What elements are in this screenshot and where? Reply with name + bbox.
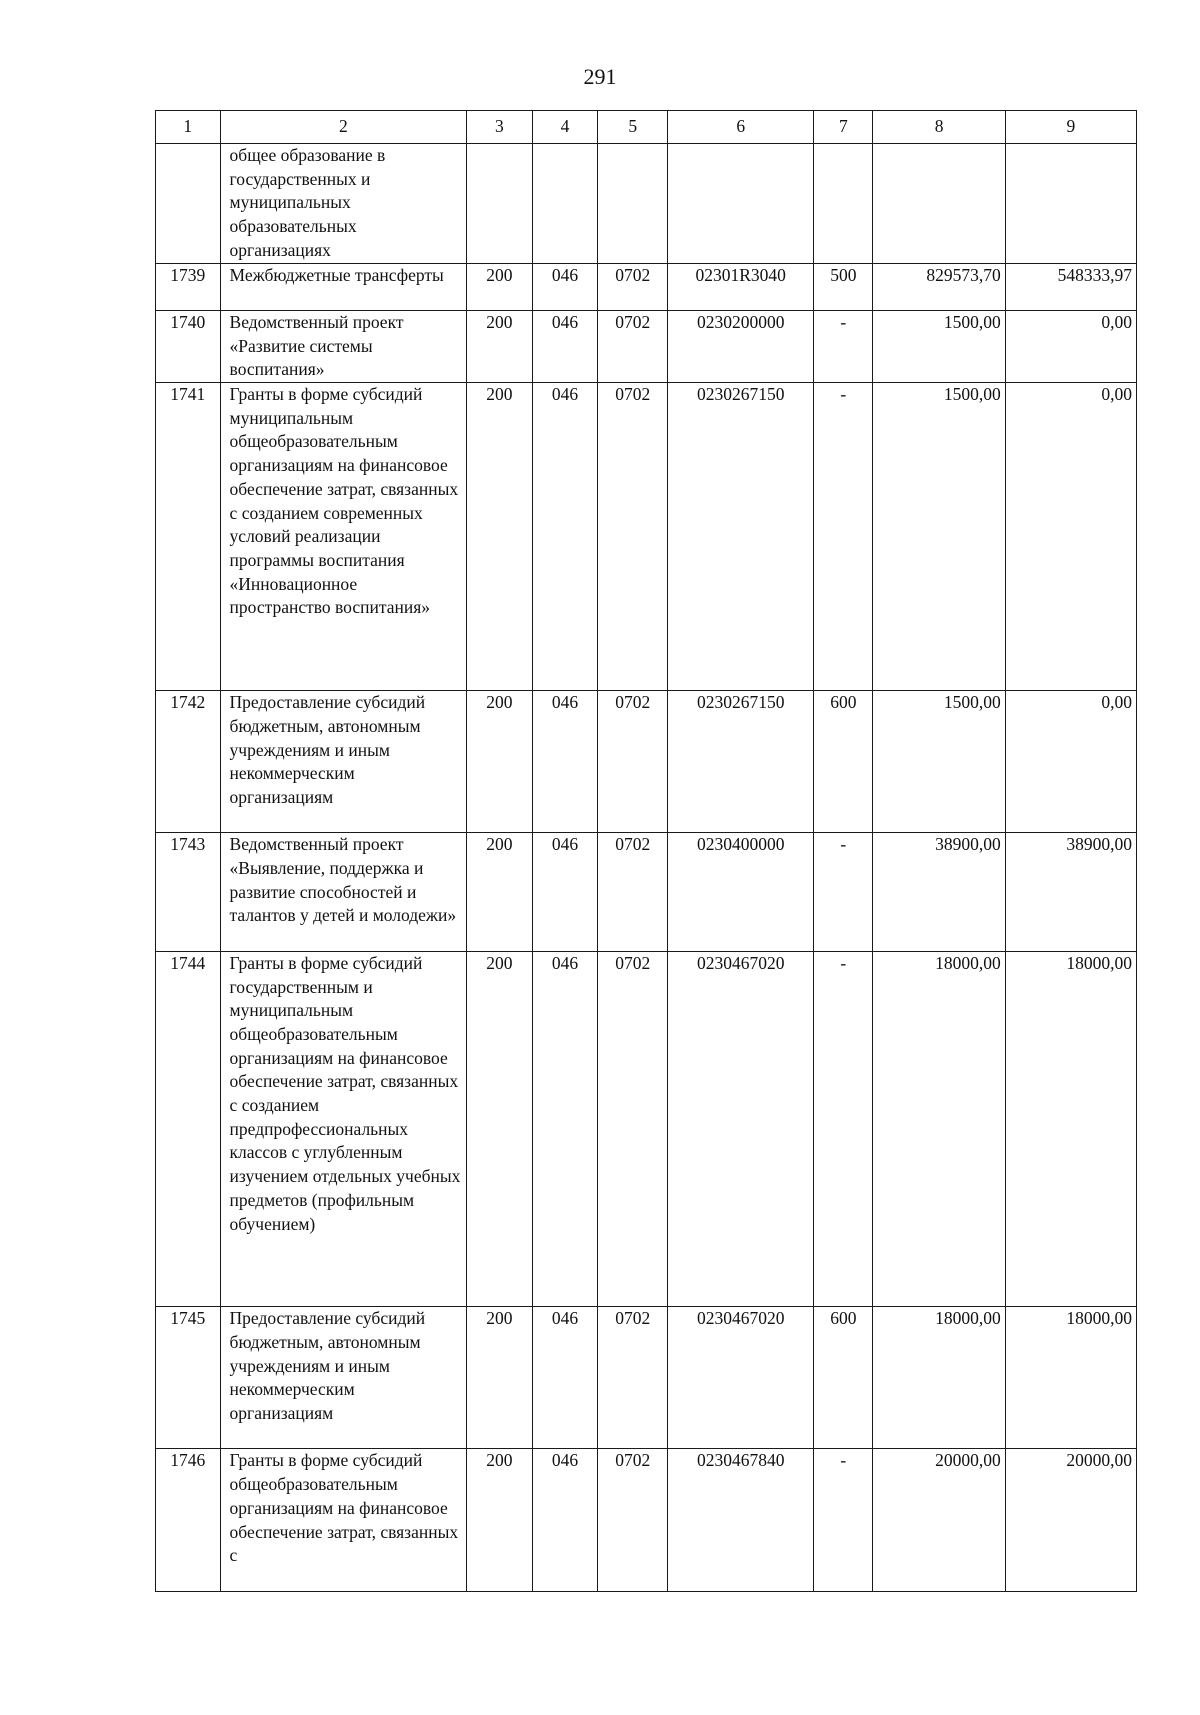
column-3-cell: 200 bbox=[467, 691, 533, 833]
row-name-cell: Межбюджетные трансферты bbox=[220, 263, 467, 310]
row-name-cell: Ведомственный проект «Развитие системы воспитания» bbox=[220, 310, 467, 382]
table-row bbox=[156, 310, 1137, 382]
column-4-cell: 046 bbox=[532, 691, 598, 833]
row-number-cell: 1742 bbox=[156, 691, 221, 833]
column-header: 9 bbox=[1005, 111, 1136, 144]
column-6-cell: 0230267150 bbox=[668, 691, 814, 833]
row-number-cell: 1745 bbox=[156, 1307, 221, 1449]
column-9-cell: 0,00 bbox=[1005, 691, 1136, 833]
table-row bbox=[156, 383, 1137, 691]
column-8-cell: 1500,00 bbox=[873, 691, 1005, 833]
column-6-cell: 02301R3040 bbox=[668, 263, 814, 310]
column-9-cell: 18000,00 bbox=[1005, 951, 1136, 1307]
table-row bbox=[156, 1449, 1137, 1591]
column-5-cell: 0702 bbox=[598, 1307, 668, 1449]
column-header: 1 bbox=[156, 111, 221, 144]
column-8-cell: 1500,00 bbox=[873, 310, 1005, 382]
row-name-cell: Предоставление субсидий бюджетным, автономным учреждениям и иным некоммерческим организациям bbox=[220, 1307, 467, 1449]
column-header: 5 bbox=[598, 111, 668, 144]
row-name-cell: Гранты в форме субсидий общеобразовательным организациям на финансовое обеспечение затрат, связанных с bbox=[220, 1449, 467, 1591]
row-number-cell: 1741 bbox=[156, 383, 221, 691]
column-8-cell: 829573,70 bbox=[873, 263, 1005, 310]
column-4-cell bbox=[532, 144, 598, 264]
column-7-cell: 600 bbox=[814, 1307, 873, 1449]
column-5-cell: 0702 bbox=[598, 951, 668, 1307]
column-8-cell: 20000,00 bbox=[873, 1449, 1005, 1591]
column-3-cell: 200 bbox=[467, 383, 533, 691]
column-7-cell: 500 bbox=[814, 263, 873, 310]
column-5-cell bbox=[598, 144, 668, 264]
column-header: 6 bbox=[668, 111, 814, 144]
column-4-cell: 046 bbox=[532, 833, 598, 952]
table-row bbox=[156, 144, 1137, 264]
column-3-cell: 200 bbox=[467, 951, 533, 1307]
column-9-cell: 0,00 bbox=[1005, 383, 1136, 691]
column-3-cell: 200 bbox=[467, 263, 533, 310]
column-6-cell: 0230467020 bbox=[668, 1307, 814, 1449]
column-8-cell: 38900,00 bbox=[873, 833, 1005, 952]
row-name-cell: Ведомственный проект «Выявление, поддержка и развитие способностей и талантов у детей и молодежи» bbox=[220, 833, 467, 952]
column-5-cell: 0702 bbox=[598, 1449, 668, 1591]
column-7-cell: - bbox=[814, 1449, 873, 1591]
column-4-cell: 046 bbox=[532, 1307, 598, 1449]
column-header: 2 bbox=[220, 111, 467, 144]
column-header: 4 bbox=[532, 111, 598, 144]
row-number-cell: 1744 bbox=[156, 951, 221, 1307]
row-name-cell: Гранты в форме субсидий государственным и муниципальным общеобразовательным организациям на финансовое обеспечение затрат, связанных с созданием предпрофессиональных классов с углубленным изучением отдельных учебных предметов (профильным обучением) bbox=[220, 951, 467, 1307]
column-5-cell: 0702 bbox=[598, 833, 668, 952]
column-6-cell: 0230467020 bbox=[668, 951, 814, 1307]
table-header-row bbox=[156, 111, 1137, 144]
column-4-cell: 046 bbox=[532, 1449, 598, 1591]
column-5-cell: 0702 bbox=[598, 383, 668, 691]
table-row bbox=[156, 691, 1137, 833]
row-number-cell: 1743 bbox=[156, 833, 221, 952]
column-3-cell: 200 bbox=[467, 310, 533, 382]
column-6-cell: 0230267150 bbox=[668, 383, 814, 691]
column-4-cell: 046 bbox=[532, 951, 598, 1307]
row-number-cell: 1746 bbox=[156, 1449, 221, 1591]
column-9-cell: 38900,00 bbox=[1005, 833, 1136, 952]
table-row bbox=[156, 951, 1137, 1307]
row-number-cell bbox=[156, 144, 221, 264]
column-3-cell: 200 bbox=[467, 1449, 533, 1591]
row-number-cell: 1740 bbox=[156, 310, 221, 382]
column-8-cell: 18000,00 bbox=[873, 1307, 1005, 1449]
column-4-cell: 046 bbox=[532, 383, 598, 691]
column-header: 7 bbox=[814, 111, 873, 144]
row-number-cell: 1739 bbox=[156, 263, 221, 310]
column-header: 8 bbox=[873, 111, 1005, 144]
page-number: 291 bbox=[583, 64, 617, 89]
table-row bbox=[156, 263, 1137, 310]
table-row bbox=[156, 833, 1137, 952]
row-name-cell: общее образование в государственных и муниципальных образовательных организациях bbox=[220, 144, 467, 264]
column-7-cell: 600 bbox=[814, 691, 873, 833]
column-4-cell: 046 bbox=[532, 310, 598, 382]
column-3-cell: 200 bbox=[467, 833, 533, 952]
column-9-cell: 18000,00 bbox=[1005, 1307, 1136, 1449]
column-6-cell: 0230200000 bbox=[668, 310, 814, 382]
column-6-cell: 0230400000 bbox=[668, 833, 814, 952]
column-7-cell: - bbox=[814, 833, 873, 952]
column-9-cell bbox=[1005, 144, 1136, 264]
column-8-cell bbox=[873, 144, 1005, 264]
column-7-cell: - bbox=[814, 383, 873, 691]
column-7-cell: - bbox=[814, 310, 873, 382]
row-name-cell: Предоставление субсидий бюджетным, автономным учреждениям и иным некоммерческим организациям bbox=[220, 691, 467, 833]
column-8-cell: 1500,00 bbox=[873, 383, 1005, 691]
column-3-cell: 200 bbox=[467, 1307, 533, 1449]
column-5-cell: 0702 bbox=[598, 691, 668, 833]
column-header: 3 bbox=[467, 111, 533, 144]
column-9-cell: 0,00 bbox=[1005, 310, 1136, 382]
column-8-cell: 18000,00 bbox=[873, 951, 1005, 1307]
table-body bbox=[156, 144, 1137, 1592]
column-7-cell bbox=[814, 144, 873, 264]
row-name-cell: Гранты в форме субсидий муниципальным общеобразовательным организациям на финансовое обеспечение затрат, связанных с созданием современных условий реализации программы воспитания «Инновационное пространство воспитания» bbox=[220, 383, 467, 691]
column-9-cell: 548333,97 bbox=[1005, 263, 1136, 310]
column-6-cell bbox=[668, 144, 814, 264]
column-5-cell: 0702 bbox=[598, 310, 668, 382]
column-4-cell: 046 bbox=[532, 263, 598, 310]
column-3-cell bbox=[467, 144, 533, 264]
column-6-cell: 0230467840 bbox=[668, 1449, 814, 1591]
column-7-cell: - bbox=[814, 951, 873, 1307]
column-9-cell: 20000,00 bbox=[1005, 1449, 1136, 1591]
column-5-cell: 0702 bbox=[598, 263, 668, 310]
table-row bbox=[156, 1307, 1137, 1449]
budget-table bbox=[155, 110, 1137, 1592]
